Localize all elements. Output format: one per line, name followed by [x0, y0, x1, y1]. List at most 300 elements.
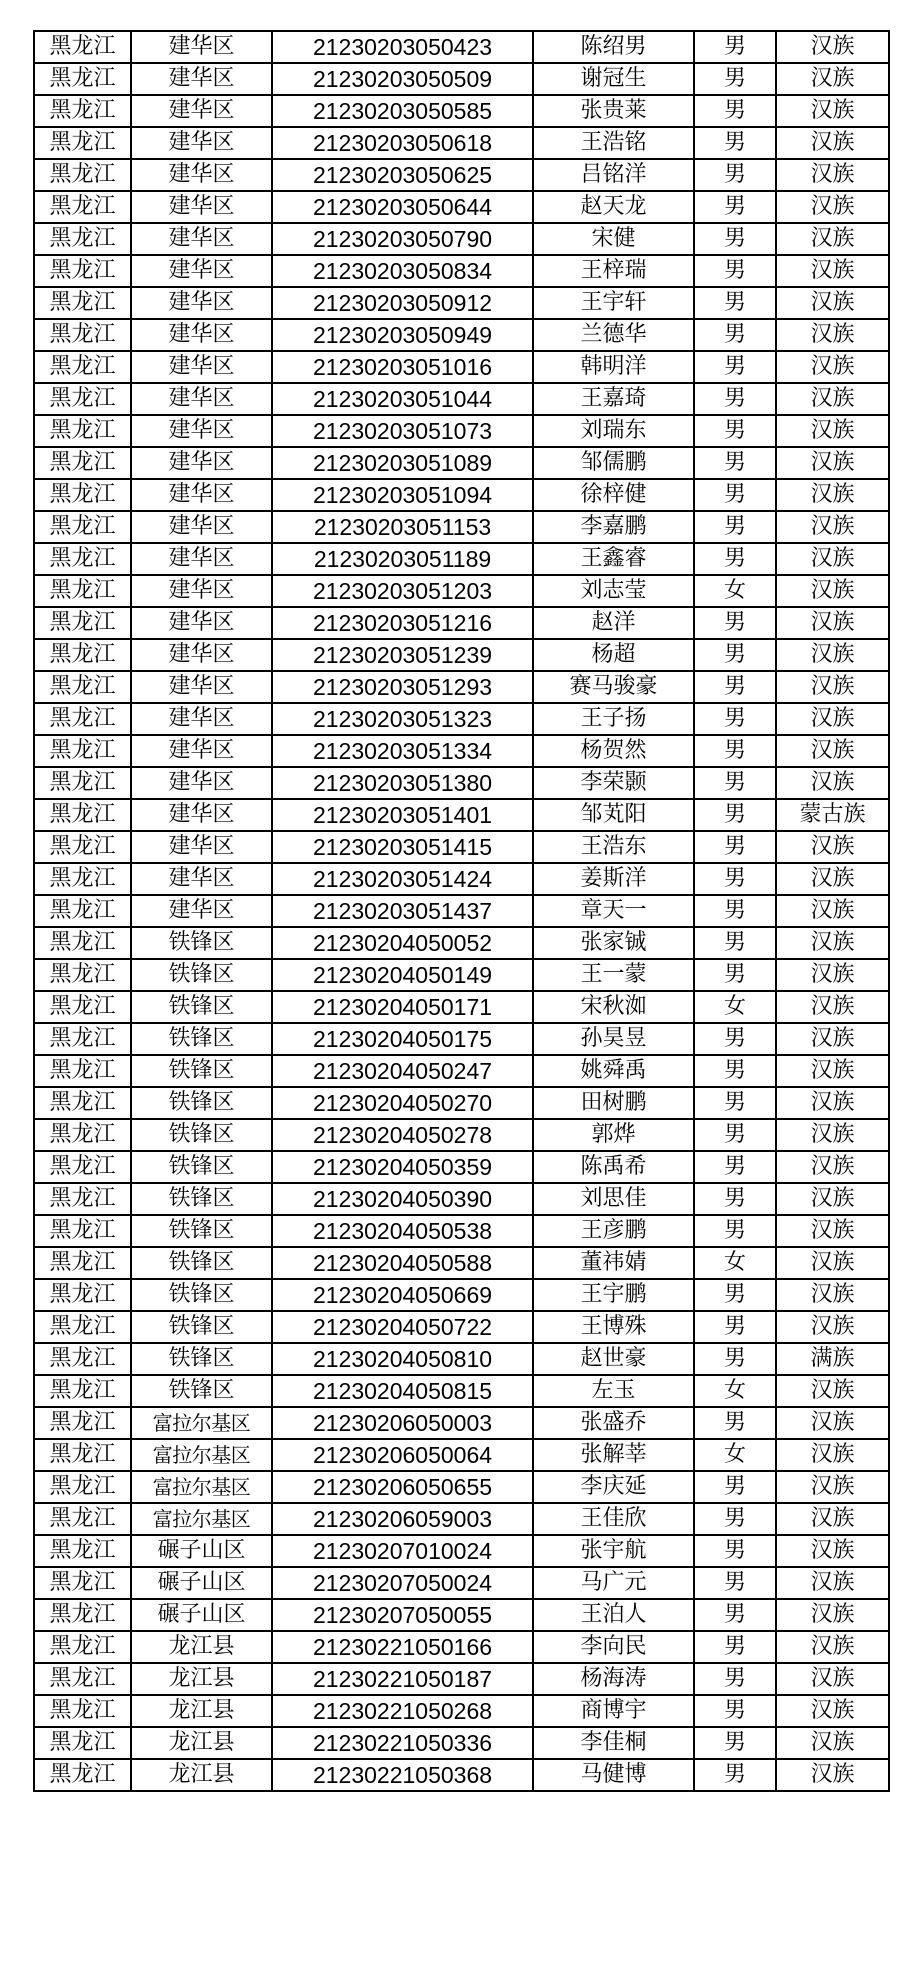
ethnicity-cell: 汉族: [776, 703, 889, 735]
gender-cell: 男: [694, 959, 776, 991]
province-cell: 黑龙江: [34, 863, 131, 895]
province-cell: 黑龙江: [34, 383, 131, 415]
province-cell: 黑龙江: [34, 543, 131, 575]
name-cell: 宋秋洳: [533, 991, 694, 1023]
district-cell: 建华区: [131, 639, 272, 671]
table-row: [34, 255, 889, 287]
name-cell: 商博宇: [533, 1695, 694, 1727]
ethnicity-cell: 汉族: [776, 159, 889, 191]
name-cell: 宋健: [533, 223, 694, 255]
ethnicity-cell: 汉族: [776, 255, 889, 287]
province-cell: 黑龙江: [34, 1599, 131, 1631]
name-cell: 王一蒙: [533, 959, 694, 991]
gender-cell: 男: [694, 703, 776, 735]
gender-cell: 男: [694, 1407, 776, 1439]
district-cell: 建华区: [131, 255, 272, 287]
province-cell: 黑龙江: [34, 1471, 131, 1503]
gender-cell: 男: [694, 1215, 776, 1247]
province-cell: 黑龙江: [34, 255, 131, 287]
table-row: [34, 1663, 889, 1695]
province-cell: 黑龙江: [34, 31, 131, 63]
ethnicity-cell: 汉族: [776, 95, 889, 127]
ethnicity-cell: 汉族: [776, 895, 889, 927]
gender-cell: 男: [694, 191, 776, 223]
table-row: [34, 991, 889, 1023]
province-cell: 黑龙江: [34, 703, 131, 735]
name-cell: 王泊人: [533, 1599, 694, 1631]
exam-id-cell: 21230206059003: [272, 1503, 533, 1535]
table-row: [34, 1055, 889, 1087]
table-row: [34, 63, 889, 95]
table-row: [34, 1471, 889, 1503]
district-cell: 铁锋区: [131, 1343, 272, 1375]
exam-id-cell: 21230203050949: [272, 319, 533, 351]
gender-cell: 男: [694, 319, 776, 351]
name-cell: 张盛乔: [533, 1407, 694, 1439]
exam-id-cell: 21230221050368: [272, 1759, 533, 1791]
exam-id-cell: 21230204050278: [272, 1119, 533, 1151]
exam-id-cell: 21230204050810: [272, 1343, 533, 1375]
ethnicity-cell: 汉族: [776, 1055, 889, 1087]
ethnicity-cell: 汉族: [776, 735, 889, 767]
table-row: [34, 319, 889, 351]
district-cell: 建华区: [131, 607, 272, 639]
district-cell: 建华区: [131, 127, 272, 159]
gender-cell: 男: [694, 895, 776, 927]
table-row: [34, 1535, 889, 1567]
table-row: [34, 575, 889, 607]
gender-cell: 男: [694, 63, 776, 95]
name-cell: 张解莘: [533, 1439, 694, 1471]
district-cell: 建华区: [131, 895, 272, 927]
gender-cell: 女: [694, 575, 776, 607]
exam-id-cell: 21230203050423: [272, 31, 533, 63]
district-cell: 铁锋区: [131, 991, 272, 1023]
ethnicity-cell: 汉族: [776, 1471, 889, 1503]
province-cell: 黑龙江: [34, 639, 131, 671]
ethnicity-cell: 汉族: [776, 1695, 889, 1727]
gender-cell: 男: [694, 607, 776, 639]
district-cell: 建华区: [131, 223, 272, 255]
table-row: [34, 223, 889, 255]
ethnicity-cell: 汉族: [776, 671, 889, 703]
exam-id-cell: 21230207050024: [272, 1567, 533, 1599]
district-cell: 建华区: [131, 383, 272, 415]
exam-id-cell: 21230221050166: [272, 1631, 533, 1663]
exam-id-cell: 21230203050912: [272, 287, 533, 319]
ethnicity-cell: 汉族: [776, 415, 889, 447]
gender-cell: 男: [694, 671, 776, 703]
table-row: [34, 1343, 889, 1375]
gender-cell: 男: [694, 831, 776, 863]
ethnicity-cell: 汉族: [776, 1119, 889, 1151]
ethnicity-cell: 汉族: [776, 319, 889, 351]
name-cell: 杨超: [533, 639, 694, 671]
exam-id-cell: 21230203050509: [272, 63, 533, 95]
province-cell: 黑龙江: [34, 927, 131, 959]
table-row: [34, 735, 889, 767]
gender-cell: 男: [694, 1567, 776, 1599]
gender-cell: 男: [694, 735, 776, 767]
district-cell: 建华区: [131, 703, 272, 735]
province-cell: 黑龙江: [34, 1311, 131, 1343]
gender-cell: 男: [694, 511, 776, 543]
district-cell: 建华区: [131, 351, 272, 383]
province-cell: 黑龙江: [34, 63, 131, 95]
table-row: [34, 287, 889, 319]
district-cell: 建华区: [131, 543, 272, 575]
province-cell: 黑龙江: [34, 1247, 131, 1279]
exam-id-cell: 21230203050790: [272, 223, 533, 255]
gender-cell: 男: [694, 927, 776, 959]
exam-id-cell: 21230203051216: [272, 607, 533, 639]
ethnicity-cell: 汉族: [776, 1375, 889, 1407]
province-cell: 黑龙江: [34, 1183, 131, 1215]
name-cell: 章天一: [533, 895, 694, 927]
exam-id-cell: 21230203051401: [272, 799, 533, 831]
table-body: [34, 31, 889, 1791]
table-row: [34, 1695, 889, 1727]
table-row: [34, 1311, 889, 1343]
province-cell: 黑龙江: [34, 479, 131, 511]
table-row: [34, 1279, 889, 1311]
name-cell: 李荣颢: [533, 767, 694, 799]
district-cell: 铁锋区: [131, 1375, 272, 1407]
gender-cell: 男: [694, 799, 776, 831]
gender-cell: 男: [694, 1503, 776, 1535]
name-cell: 刘瑞东: [533, 415, 694, 447]
exam-id-cell: 21230203051089: [272, 447, 533, 479]
student-table-container: [33, 30, 888, 1792]
name-cell: 王彦鹏: [533, 1215, 694, 1247]
district-cell: 建华区: [131, 63, 272, 95]
gender-cell: 男: [694, 863, 776, 895]
exam-id-cell: 21230203050585: [272, 95, 533, 127]
exam-id-cell: 21230207050055: [272, 1599, 533, 1631]
district-cell: 碾子山区: [131, 1567, 272, 1599]
district-cell: 建华区: [131, 735, 272, 767]
table-row: [34, 959, 889, 991]
district-cell: 建华区: [131, 31, 272, 63]
name-cell: 姜斯洋: [533, 863, 694, 895]
province-cell: 黑龙江: [34, 735, 131, 767]
district-cell: 碾子山区: [131, 1535, 272, 1567]
student-list-table: [33, 30, 890, 1792]
name-cell: 杨贺然: [533, 735, 694, 767]
gender-cell: 男: [694, 1631, 776, 1663]
ethnicity-cell: 蒙古族: [776, 799, 889, 831]
ethnicity-cell: 汉族: [776, 447, 889, 479]
district-cell: 铁锋区: [131, 1151, 272, 1183]
gender-cell: 男: [694, 447, 776, 479]
exam-id-cell: 21230203051016: [272, 351, 533, 383]
ethnicity-cell: 汉族: [776, 1247, 889, 1279]
name-cell: 王博殊: [533, 1311, 694, 1343]
gender-cell: 女: [694, 991, 776, 1023]
name-cell: 赵世豪: [533, 1343, 694, 1375]
ethnicity-cell: 汉族: [776, 223, 889, 255]
name-cell: 马健博: [533, 1759, 694, 1791]
province-cell: 黑龙江: [34, 799, 131, 831]
exam-id-cell: 21230203051415: [272, 831, 533, 863]
name-cell: 王浩东: [533, 831, 694, 863]
ethnicity-cell: 汉族: [776, 1503, 889, 1535]
exam-id-cell: 21230221050187: [272, 1663, 533, 1695]
ethnicity-cell: 汉族: [776, 767, 889, 799]
exam-id-cell: 21230203051424: [272, 863, 533, 895]
province-cell: 黑龙江: [34, 1439, 131, 1471]
exam-id-cell: 21230203051073: [272, 415, 533, 447]
ethnicity-cell: 汉族: [776, 1727, 889, 1759]
ethnicity-cell: 汉族: [776, 1535, 889, 1567]
gender-cell: 男: [694, 1663, 776, 1695]
name-cell: 刘志莹: [533, 575, 694, 607]
name-cell: 赛马骏豪: [533, 671, 694, 703]
province-cell: 黑龙江: [34, 1119, 131, 1151]
province-cell: 黑龙江: [34, 1727, 131, 1759]
ethnicity-cell: 汉族: [776, 1023, 889, 1055]
table-row: [34, 863, 889, 895]
gender-cell: 女: [694, 1247, 776, 1279]
table-row: [34, 1247, 889, 1279]
name-cell: 赵洋: [533, 607, 694, 639]
province-cell: 黑龙江: [34, 1631, 131, 1663]
table-row: [34, 1215, 889, 1247]
table-row: [34, 1759, 889, 1791]
ethnicity-cell: 汉族: [776, 479, 889, 511]
table-row: [34, 607, 889, 639]
exam-id-cell: 21230203051153: [272, 511, 533, 543]
gender-cell: 女: [694, 1375, 776, 1407]
district-cell: 铁锋区: [131, 1311, 272, 1343]
district-cell: 建华区: [131, 799, 272, 831]
exam-id-cell: 21230204050722: [272, 1311, 533, 1343]
gender-cell: 女: [694, 1439, 776, 1471]
name-cell: 王佳欣: [533, 1503, 694, 1535]
district-cell: 龙江县: [131, 1631, 272, 1663]
province-cell: 黑龙江: [34, 447, 131, 479]
name-cell: 王鑫睿: [533, 543, 694, 575]
district-cell: 铁锋区: [131, 1119, 272, 1151]
table-row: [34, 479, 889, 511]
exam-id-cell: 21230204050669: [272, 1279, 533, 1311]
ethnicity-cell: 汉族: [776, 831, 889, 863]
district-cell: 建华区: [131, 671, 272, 703]
district-cell: 铁锋区: [131, 1247, 272, 1279]
name-cell: 李嘉鹏: [533, 511, 694, 543]
gender-cell: 男: [694, 127, 776, 159]
exam-id-cell: 21230206050655: [272, 1471, 533, 1503]
province-cell: 黑龙江: [34, 511, 131, 543]
gender-cell: 男: [694, 1183, 776, 1215]
gender-cell: 男: [694, 639, 776, 671]
ethnicity-cell: 汉族: [776, 991, 889, 1023]
name-cell: 兰德华: [533, 319, 694, 351]
gender-cell: 男: [694, 1695, 776, 1727]
gender-cell: 男: [694, 767, 776, 799]
name-cell: 陈禹希: [533, 1151, 694, 1183]
district-cell: 建华区: [131, 479, 272, 511]
table-row: [34, 895, 889, 927]
table-row: [34, 415, 889, 447]
exam-id-cell: 21230203051203: [272, 575, 533, 607]
exam-id-cell: 21230204050359: [272, 1151, 533, 1183]
exam-id-cell: 21230204050149: [272, 959, 533, 991]
table-row: [34, 1407, 889, 1439]
gender-cell: 男: [694, 351, 776, 383]
exam-id-cell: 21230204050270: [272, 1087, 533, 1119]
table-row: [34, 1023, 889, 1055]
district-cell: 富拉尔基区: [131, 1471, 272, 1503]
province-cell: 黑龙江: [34, 575, 131, 607]
province-cell: 黑龙江: [34, 959, 131, 991]
name-cell: 田树鹏: [533, 1087, 694, 1119]
province-cell: 黑龙江: [34, 991, 131, 1023]
name-cell: 谢冠生: [533, 63, 694, 95]
name-cell: 李佳桐: [533, 1727, 694, 1759]
province-cell: 黑龙江: [34, 831, 131, 863]
exam-id-cell: 21230203051094: [272, 479, 533, 511]
table-row: [34, 1375, 889, 1407]
table-row: [34, 1151, 889, 1183]
ethnicity-cell: 汉族: [776, 639, 889, 671]
exam-id-cell: 21230203051189: [272, 543, 533, 575]
province-cell: 黑龙江: [34, 1279, 131, 1311]
district-cell: 铁锋区: [131, 1087, 272, 1119]
exam-id-cell: 21230203051437: [272, 895, 533, 927]
ethnicity-cell: 汉族: [776, 1279, 889, 1311]
district-cell: 建华区: [131, 95, 272, 127]
ethnicity-cell: 汉族: [776, 1151, 889, 1183]
district-cell: 铁锋区: [131, 927, 272, 959]
district-cell: 建华区: [131, 863, 272, 895]
name-cell: 张家铖: [533, 927, 694, 959]
exam-id-cell: 21230221050336: [272, 1727, 533, 1759]
ethnicity-cell: 汉族: [776, 1567, 889, 1599]
gender-cell: 男: [694, 159, 776, 191]
province-cell: 黑龙江: [34, 671, 131, 703]
table-row: [34, 543, 889, 575]
exam-id-cell: 21230203050618: [272, 127, 533, 159]
ethnicity-cell: 汉族: [776, 511, 889, 543]
table-row: [34, 447, 889, 479]
province-cell: 黑龙江: [34, 223, 131, 255]
exam-id-cell: 21230204050052: [272, 927, 533, 959]
district-cell: 建华区: [131, 191, 272, 223]
exam-id-cell: 21230204050175: [272, 1023, 533, 1055]
exam-id-cell: 21230203051044: [272, 383, 533, 415]
exam-id-cell: 21230204050247: [272, 1055, 533, 1087]
district-cell: 建华区: [131, 447, 272, 479]
gender-cell: 男: [694, 1759, 776, 1791]
ethnicity-cell: 汉族: [776, 607, 889, 639]
ethnicity-cell: 汉族: [776, 1311, 889, 1343]
ethnicity-cell: 汉族: [776, 1439, 889, 1471]
gender-cell: 男: [694, 1311, 776, 1343]
name-cell: 李庆延: [533, 1471, 694, 1503]
table-row: [34, 383, 889, 415]
name-cell: 徐梓健: [533, 479, 694, 511]
gender-cell: 男: [694, 1279, 776, 1311]
table-row: [34, 1567, 889, 1599]
name-cell: 姚舜禹: [533, 1055, 694, 1087]
ethnicity-cell: 满族: [776, 1343, 889, 1375]
name-cell: 李向民: [533, 1631, 694, 1663]
province-cell: 黑龙江: [34, 1375, 131, 1407]
name-cell: 王梓瑞: [533, 255, 694, 287]
table-row: [34, 127, 889, 159]
ethnicity-cell: 汉族: [776, 1215, 889, 1247]
table-row: [34, 639, 889, 671]
province-cell: 黑龙江: [34, 1407, 131, 1439]
exam-id-cell: 21230203051380: [272, 767, 533, 799]
district-cell: 铁锋区: [131, 1279, 272, 1311]
name-cell: 左玉: [533, 1375, 694, 1407]
table-row: [34, 927, 889, 959]
province-cell: 黑龙江: [34, 127, 131, 159]
gender-cell: 男: [694, 1535, 776, 1567]
gender-cell: 男: [694, 223, 776, 255]
province-cell: 黑龙江: [34, 607, 131, 639]
gender-cell: 男: [694, 415, 776, 447]
ethnicity-cell: 汉族: [776, 63, 889, 95]
exam-id-cell: 21230204050588: [272, 1247, 533, 1279]
gender-cell: 男: [694, 95, 776, 127]
district-cell: 龙江县: [131, 1759, 272, 1791]
province-cell: 黑龙江: [34, 159, 131, 191]
province-cell: 黑龙江: [34, 319, 131, 351]
table-row: [34, 1087, 889, 1119]
ethnicity-cell: 汉族: [776, 959, 889, 991]
province-cell: 黑龙江: [34, 1151, 131, 1183]
table-row: [34, 31, 889, 63]
name-cell: 韩明洋: [533, 351, 694, 383]
ethnicity-cell: 汉族: [776, 1183, 889, 1215]
table-row: [34, 799, 889, 831]
exam-id-cell: 21230221050268: [272, 1695, 533, 1727]
ethnicity-cell: 汉族: [776, 1087, 889, 1119]
ethnicity-cell: 汉族: [776, 31, 889, 63]
gender-cell: 男: [694, 1727, 776, 1759]
gender-cell: 男: [694, 1023, 776, 1055]
gender-cell: 男: [694, 31, 776, 63]
exam-id-cell: 21230203050644: [272, 191, 533, 223]
name-cell: 孙昊昱: [533, 1023, 694, 1055]
table-row: [34, 511, 889, 543]
district-cell: 龙江县: [131, 1663, 272, 1695]
exam-id-cell: 21230204050171: [272, 991, 533, 1023]
district-cell: 铁锋区: [131, 1023, 272, 1055]
name-cell: 张宇航: [533, 1535, 694, 1567]
province-cell: 黑龙江: [34, 1023, 131, 1055]
province-cell: 黑龙江: [34, 351, 131, 383]
exam-id-cell: 21230204050390: [272, 1183, 533, 1215]
district-cell: 建华区: [131, 511, 272, 543]
ethnicity-cell: 汉族: [776, 575, 889, 607]
gender-cell: 男: [694, 1087, 776, 1119]
district-cell: 建华区: [131, 415, 272, 447]
province-cell: 黑龙江: [34, 1343, 131, 1375]
name-cell: 赵天龙: [533, 191, 694, 223]
ethnicity-cell: 汉族: [776, 351, 889, 383]
district-cell: 建华区: [131, 767, 272, 799]
district-cell: 龙江县: [131, 1727, 272, 1759]
table-row: [34, 1631, 889, 1663]
province-cell: 黑龙江: [34, 1663, 131, 1695]
province-cell: 黑龙江: [34, 1759, 131, 1791]
ethnicity-cell: 汉族: [776, 1599, 889, 1631]
name-cell: 董祎婧: [533, 1247, 694, 1279]
